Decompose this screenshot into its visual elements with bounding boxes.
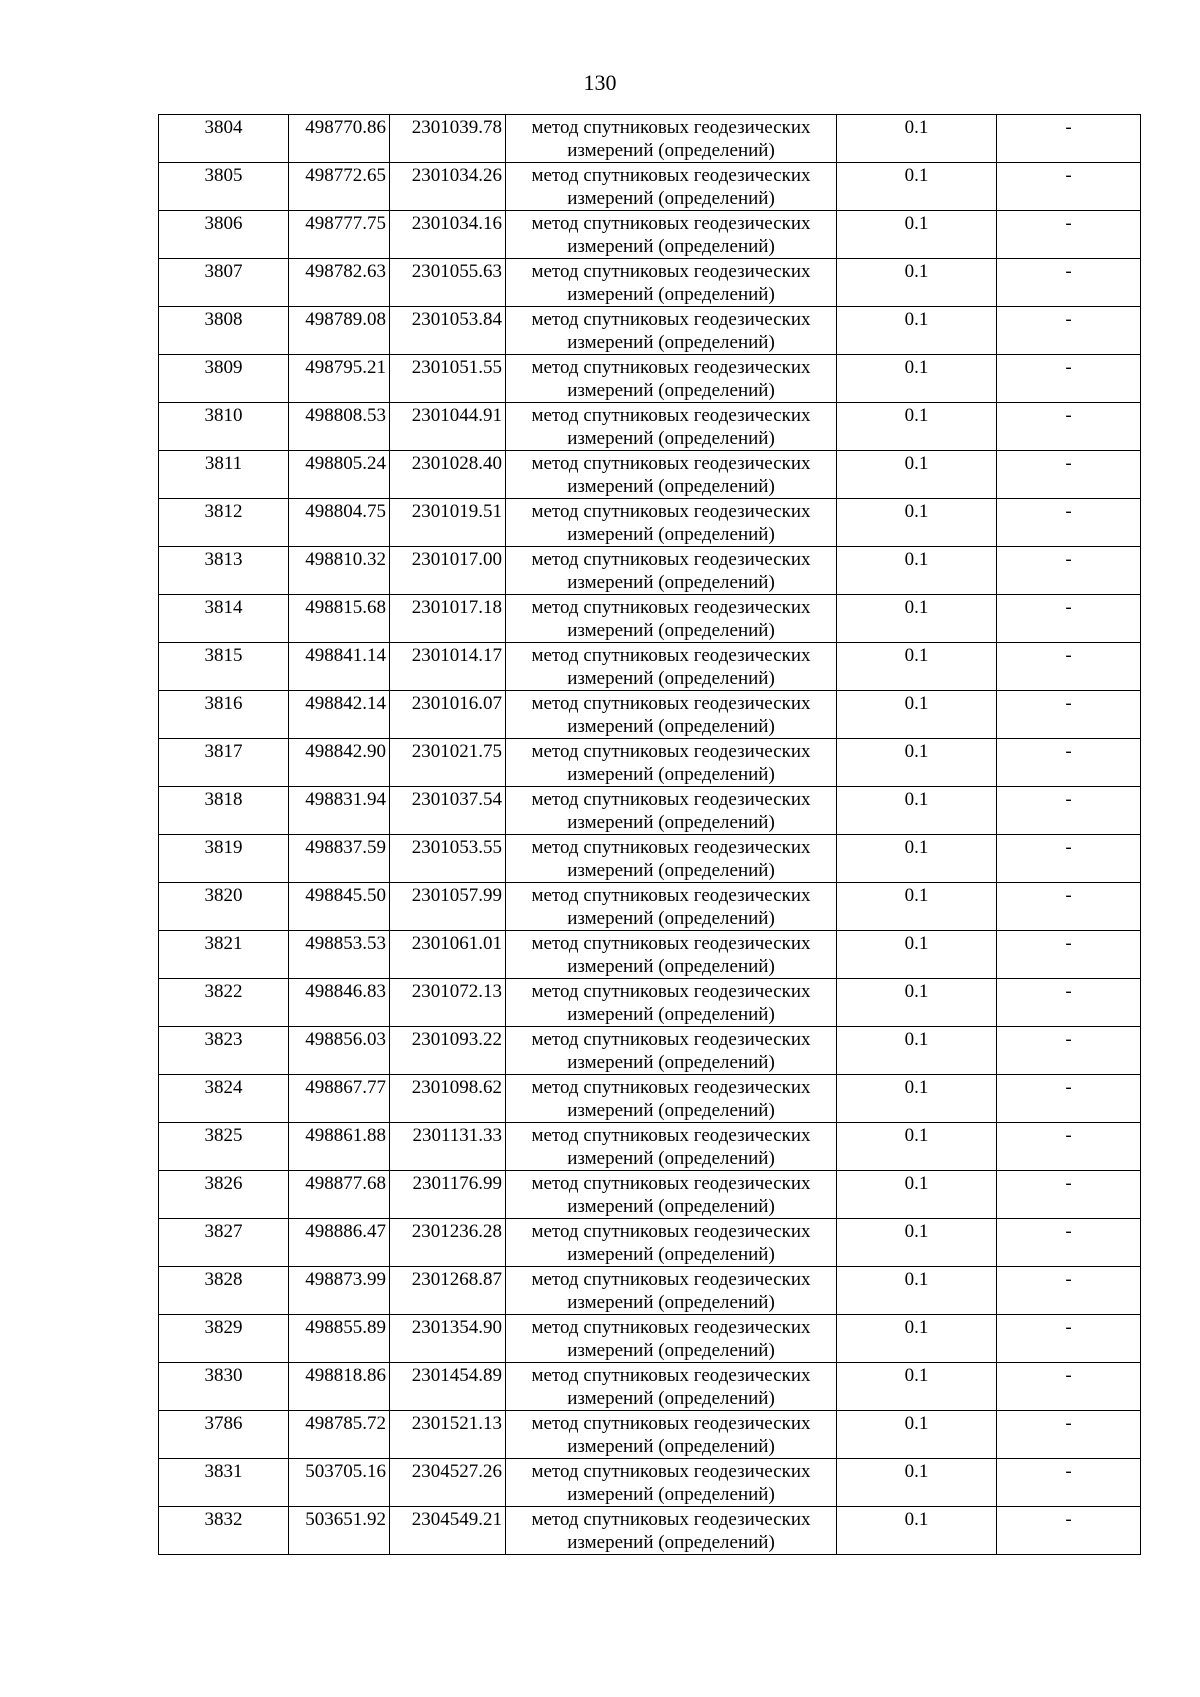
point-number-cell: 3816 <box>159 691 289 739</box>
accuracy-cell: 0.1 <box>837 1507 997 1555</box>
point-number-cell: 3821 <box>159 931 289 979</box>
point-number-cell: 3813 <box>159 547 289 595</box>
method-cell: метод спутниковых геодезических измерений (определений) <box>506 1363 837 1411</box>
y-coordinate-cell: 2304527.26 <box>390 1459 506 1507</box>
table-row <box>159 979 1141 1027</box>
page-number: 130 <box>583 70 617 95</box>
table-row <box>159 451 1141 499</box>
y-coordinate-cell: 2301131.33 <box>390 1123 506 1171</box>
accuracy-cell: 0.1 <box>837 931 997 979</box>
accuracy-cell: 0.1 <box>837 307 997 355</box>
x-coordinate-cell: 498842.90 <box>289 739 390 787</box>
y-coordinate-cell: 2301072.13 <box>390 979 506 1027</box>
description-cell: - <box>997 1123 1141 1171</box>
description-cell: - <box>997 835 1141 883</box>
description-cell: - <box>997 1027 1141 1075</box>
y-coordinate-cell: 2301053.84 <box>390 307 506 355</box>
y-coordinate-cell: 2301176.99 <box>390 1171 506 1219</box>
accuracy-cell: 0.1 <box>837 1075 997 1123</box>
y-coordinate-cell: 2301016.07 <box>390 691 506 739</box>
method-cell: метод спутниковых геодезических измерений (определений) <box>506 355 837 403</box>
x-coordinate-cell: 498867.77 <box>289 1075 390 1123</box>
method-cell: метод спутниковых геодезических измерений (определений) <box>506 1219 837 1267</box>
y-coordinate-cell: 2301017.18 <box>390 595 506 643</box>
x-coordinate-cell: 498853.53 <box>289 931 390 979</box>
description-cell: - <box>997 787 1141 835</box>
table-row <box>159 259 1141 307</box>
x-coordinate-cell: 498856.03 <box>289 1027 390 1075</box>
method-cell: метод спутниковых геодезических измерений (определений) <box>506 931 837 979</box>
table-row <box>159 643 1141 691</box>
description-cell: - <box>997 403 1141 451</box>
y-coordinate-cell: 2301051.55 <box>390 355 506 403</box>
y-coordinate-cell: 2301017.00 <box>390 547 506 595</box>
y-coordinate-cell: 2301236.28 <box>390 1219 506 1267</box>
accuracy-cell: 0.1 <box>837 691 997 739</box>
table-row <box>159 739 1141 787</box>
method-cell: метод спутниковых геодезических измерений (определений) <box>506 403 837 451</box>
point-number-cell: 3805 <box>159 163 289 211</box>
x-coordinate-cell: 498789.08 <box>289 307 390 355</box>
method-cell: метод спутниковых геодезических измерений (определений) <box>506 835 837 883</box>
y-coordinate-cell: 2301521.13 <box>390 1411 506 1459</box>
description-cell: - <box>997 643 1141 691</box>
x-coordinate-cell: 503705.16 <box>289 1459 390 1507</box>
accuracy-cell: 0.1 <box>837 739 997 787</box>
description-cell: - <box>997 115 1141 163</box>
description-cell: - <box>997 259 1141 307</box>
accuracy-cell: 0.1 <box>837 1459 997 1507</box>
accuracy-cell: 0.1 <box>837 355 997 403</box>
y-coordinate-cell: 2301028.40 <box>390 451 506 499</box>
x-coordinate-cell: 498818.86 <box>289 1363 390 1411</box>
y-coordinate-cell: 2301354.90 <box>390 1315 506 1363</box>
point-number-cell: 3830 <box>159 1363 289 1411</box>
table-row <box>159 211 1141 259</box>
method-cell: метод спутниковых геодезических измерений (определений) <box>506 163 837 211</box>
x-coordinate-cell: 498808.53 <box>289 403 390 451</box>
method-cell: метод спутниковых геодезических измерений (определений) <box>506 1075 837 1123</box>
table-row <box>159 307 1141 355</box>
accuracy-cell: 0.1 <box>837 787 997 835</box>
x-coordinate-cell: 498873.99 <box>289 1267 390 1315</box>
y-coordinate-cell: 2301019.51 <box>390 499 506 547</box>
table-row <box>159 1363 1141 1411</box>
method-cell: метод спутниковых геодезических измерений (определений) <box>506 115 837 163</box>
x-coordinate-cell: 498795.21 <box>289 355 390 403</box>
point-number-cell: 3806 <box>159 211 289 259</box>
y-coordinate-cell: 2301268.87 <box>390 1267 506 1315</box>
point-number-cell: 3808 <box>159 307 289 355</box>
description-cell: - <box>997 595 1141 643</box>
description-cell: - <box>997 1459 1141 1507</box>
x-coordinate-cell: 498845.50 <box>289 883 390 931</box>
accuracy-cell: 0.1 <box>837 979 997 1027</box>
y-coordinate-cell: 2301098.62 <box>390 1075 506 1123</box>
x-coordinate-cell: 498785.72 <box>289 1411 390 1459</box>
point-number-cell: 3829 <box>159 1315 289 1363</box>
x-coordinate-cell: 498810.32 <box>289 547 390 595</box>
point-number-cell: 3819 <box>159 835 289 883</box>
table-row <box>159 595 1141 643</box>
description-cell: - <box>997 1171 1141 1219</box>
description-cell: - <box>997 691 1141 739</box>
accuracy-cell: 0.1 <box>837 115 997 163</box>
method-cell: метод спутниковых геодезических измерений (определений) <box>506 547 837 595</box>
y-coordinate-cell: 2301055.63 <box>390 259 506 307</box>
table-row <box>159 499 1141 547</box>
method-cell: метод спутниковых геодезических измерений (определений) <box>506 979 837 1027</box>
accuracy-cell: 0.1 <box>837 403 997 451</box>
method-cell: метод спутниковых геодезических измерений (определений) <box>506 1315 837 1363</box>
description-cell: - <box>997 355 1141 403</box>
point-number-cell: 3786 <box>159 1411 289 1459</box>
accuracy-cell: 0.1 <box>837 259 997 307</box>
point-number-cell: 3818 <box>159 787 289 835</box>
table-row <box>159 1459 1141 1507</box>
y-coordinate-cell: 2301039.78 <box>390 115 506 163</box>
x-coordinate-cell: 498777.75 <box>289 211 390 259</box>
accuracy-cell: 0.1 <box>837 211 997 259</box>
method-cell: метод спутниковых геодезических измерений (определений) <box>506 259 837 307</box>
method-cell: метод спутниковых геодезических измерений (определений) <box>506 739 837 787</box>
description-cell: - <box>997 979 1141 1027</box>
coordinates-table <box>158 114 1141 1555</box>
accuracy-cell: 0.1 <box>837 1123 997 1171</box>
point-number-cell: 3831 <box>159 1459 289 1507</box>
accuracy-cell: 0.1 <box>837 451 997 499</box>
point-number-cell: 3823 <box>159 1027 289 1075</box>
method-cell: метод спутниковых геодезических измерений (определений) <box>506 1411 837 1459</box>
accuracy-cell: 0.1 <box>837 883 997 931</box>
description-cell: - <box>997 547 1141 595</box>
table-row <box>159 403 1141 451</box>
x-coordinate-cell: 498831.94 <box>289 787 390 835</box>
x-coordinate-cell: 498804.75 <box>289 499 390 547</box>
table-row <box>159 1219 1141 1267</box>
point-number-cell: 3825 <box>159 1123 289 1171</box>
point-number-cell: 3817 <box>159 739 289 787</box>
y-coordinate-cell: 2301021.75 <box>390 739 506 787</box>
description-cell: - <box>997 1267 1141 1315</box>
point-number-cell: 3828 <box>159 1267 289 1315</box>
table-row <box>159 691 1141 739</box>
table-row <box>159 1075 1141 1123</box>
method-cell: метод спутниковых геодезических измерений (определений) <box>506 1171 837 1219</box>
y-coordinate-cell: 2301034.16 <box>390 211 506 259</box>
x-coordinate-cell: 503651.92 <box>289 1507 390 1555</box>
description-cell: - <box>997 1315 1141 1363</box>
point-number-cell: 3822 <box>159 979 289 1027</box>
y-coordinate-cell: 2301454.89 <box>390 1363 506 1411</box>
y-coordinate-cell: 2304549.21 <box>390 1507 506 1555</box>
table-row <box>159 1267 1141 1315</box>
x-coordinate-cell: 498861.88 <box>289 1123 390 1171</box>
point-number-cell: 3809 <box>159 355 289 403</box>
x-coordinate-cell: 498877.68 <box>289 1171 390 1219</box>
accuracy-cell: 0.1 <box>837 1363 997 1411</box>
method-cell: метод спутниковых геодезических измерений (определений) <box>506 1267 837 1315</box>
x-coordinate-cell: 498837.59 <box>289 835 390 883</box>
method-cell: метод спутниковых геодезических измерений (определений) <box>506 691 837 739</box>
point-number-cell: 3810 <box>159 403 289 451</box>
x-coordinate-cell: 498772.65 <box>289 163 390 211</box>
table-row <box>159 115 1141 163</box>
accuracy-cell: 0.1 <box>837 499 997 547</box>
description-cell: - <box>997 1507 1141 1555</box>
point-number-cell: 3814 <box>159 595 289 643</box>
method-cell: метод спутниковых геодезических измерений (определений) <box>506 211 837 259</box>
accuracy-cell: 0.1 <box>837 595 997 643</box>
point-number-cell: 3812 <box>159 499 289 547</box>
description-cell: - <box>997 1075 1141 1123</box>
accuracy-cell: 0.1 <box>837 1171 997 1219</box>
method-cell: метод спутниковых геодезических измерений (определений) <box>506 883 837 931</box>
accuracy-cell: 0.1 <box>837 1315 997 1363</box>
point-number-cell: 3807 <box>159 259 289 307</box>
y-coordinate-cell: 2301061.01 <box>390 931 506 979</box>
method-cell: метод спутниковых геодезических измерений (определений) <box>506 1123 837 1171</box>
y-coordinate-cell: 2301053.55 <box>390 835 506 883</box>
description-cell: - <box>997 1363 1141 1411</box>
table-row <box>159 1411 1141 1459</box>
y-coordinate-cell: 2301044.91 <box>390 403 506 451</box>
point-number-cell: 3824 <box>159 1075 289 1123</box>
table-row <box>159 883 1141 931</box>
point-number-cell: 3811 <box>159 451 289 499</box>
accuracy-cell: 0.1 <box>837 1411 997 1459</box>
method-cell: метод спутниковых геодезических измерений (определений) <box>506 307 837 355</box>
y-coordinate-cell: 2301057.99 <box>390 883 506 931</box>
x-coordinate-cell: 498770.86 <box>289 115 390 163</box>
table-row <box>159 1507 1141 1555</box>
description-cell: - <box>997 163 1141 211</box>
x-coordinate-cell: 498782.63 <box>289 259 390 307</box>
method-cell: метод спутниковых геодезических измерений (определений) <box>506 787 837 835</box>
table-row <box>159 835 1141 883</box>
x-coordinate-cell: 498846.83 <box>289 979 390 1027</box>
point-number-cell: 3804 <box>159 115 289 163</box>
description-cell: - <box>997 451 1141 499</box>
point-number-cell: 3832 <box>159 1507 289 1555</box>
description-cell: - <box>997 1219 1141 1267</box>
accuracy-cell: 0.1 <box>837 1267 997 1315</box>
x-coordinate-cell: 498842.14 <box>289 691 390 739</box>
accuracy-cell: 0.1 <box>837 1219 997 1267</box>
method-cell: метод спутниковых геодезических измерений (определений) <box>506 451 837 499</box>
method-cell: метод спутниковых геодезических измерений (определений) <box>506 595 837 643</box>
method-cell: метод спутниковых геодезических измерений (определений) <box>506 1459 837 1507</box>
accuracy-cell: 0.1 <box>837 163 997 211</box>
method-cell: метод спутниковых геодезических измерений (определений) <box>506 1027 837 1075</box>
table-row <box>159 163 1141 211</box>
y-coordinate-cell: 2301034.26 <box>390 163 506 211</box>
method-cell: метод спутниковых геодезических измерений (определений) <box>506 643 837 691</box>
table-row <box>159 787 1141 835</box>
table-row <box>159 1315 1141 1363</box>
table-row <box>159 547 1141 595</box>
description-cell: - <box>997 931 1141 979</box>
method-cell: метод спутниковых геодезических измерений (определений) <box>506 499 837 547</box>
point-number-cell: 3826 <box>159 1171 289 1219</box>
table-row <box>159 931 1141 979</box>
table-body <box>159 115 1141 1555</box>
table-row <box>159 355 1141 403</box>
description-cell: - <box>997 211 1141 259</box>
point-number-cell: 3820 <box>159 883 289 931</box>
x-coordinate-cell: 498815.68 <box>289 595 390 643</box>
point-number-cell: 3827 <box>159 1219 289 1267</box>
table-row <box>159 1171 1141 1219</box>
description-cell: - <box>997 1411 1141 1459</box>
x-coordinate-cell: 498855.89 <box>289 1315 390 1363</box>
description-cell: - <box>997 307 1141 355</box>
x-coordinate-cell: 498841.14 <box>289 643 390 691</box>
table-row <box>159 1123 1141 1171</box>
accuracy-cell: 0.1 <box>837 643 997 691</box>
table-row <box>159 1027 1141 1075</box>
y-coordinate-cell: 2301037.54 <box>390 787 506 835</box>
x-coordinate-cell: 498886.47 <box>289 1219 390 1267</box>
y-coordinate-cell: 2301093.22 <box>390 1027 506 1075</box>
accuracy-cell: 0.1 <box>837 835 997 883</box>
y-coordinate-cell: 2301014.17 <box>390 643 506 691</box>
description-cell: - <box>997 739 1141 787</box>
method-cell: метод спутниковых геодезических измерений (определений) <box>506 1507 837 1555</box>
accuracy-cell: 0.1 <box>837 547 997 595</box>
x-coordinate-cell: 498805.24 <box>289 451 390 499</box>
accuracy-cell: 0.1 <box>837 1027 997 1075</box>
description-cell: - <box>997 883 1141 931</box>
point-number-cell: 3815 <box>159 643 289 691</box>
description-cell: - <box>997 499 1141 547</box>
